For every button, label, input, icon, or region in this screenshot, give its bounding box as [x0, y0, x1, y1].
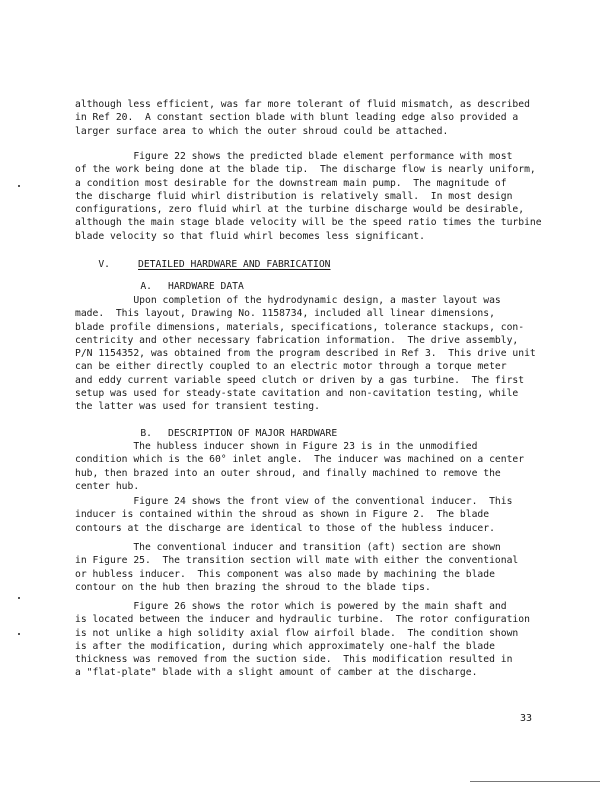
scan-speck: [18, 597, 20, 599]
subsection-b-title: DESCRIPTION OF MAJOR HARDWARE: [168, 428, 338, 439]
paragraph-hardware-data: Upon completion of the hydrodynamic design, a master layout was made. This layout, Drawing No. 1158734, included all linear dimensions, blade profile dimensions, materials, specifications, tolerance stackups, con- centricity and other necessary fabrication information. The drive assembly, P/N 1154352, was obtained from the program described in Ref 3. This drive unit can be either directly coupled to an electric motor through a torque meter and eddy current variable speed clutch or driven by a gas turbine. The first setup was used for steady-state cavitation and non-cavitation testing, while the latter was used for transient testing.: [75, 295, 536, 413]
section-number: V.: [98, 259, 111, 270]
subsection-a-letter: A.: [140, 281, 153, 292]
paragraph-hubless-inducer: The hubless inducer shown in Figure 23 is in the unmodified condition which is the 60° inlet angle. The inducer was machined on a center hub, then brazed into an outer shroud, and finally machined to remove the center hub.: [75, 441, 525, 492]
paragraph-figure-25: The conventional inducer and transition (aft) section are shown in Figure 25. The transition section will mate with either the conventional or hubless inducer. This component was also made by machining the blade contour on the hub then brazing the shroud to the blade tips.: [75, 542, 519, 593]
paragraph-figure-22: Figure 22 shows the predicted blade element performance with most of the work being done at the blade tip. The discharge flow is nearly uniform, a condition most desirable for the downstream main pump. The magnitude of the discharge fluid whirl distribution is relatively small. In most design configurations, zero fluid whirl at the turbine discharge would be desirable, although the main stage blade velocity will be the speed ratio times the turbine blade velocity so that fluid whirl becomes less significant.: [75, 151, 542, 242]
page-number: 33: [520, 713, 533, 724]
subsection-b-letter: B.: [140, 428, 153, 439]
paragraph-fluid-mismatch: although less efficient, was far more tolerant of fluid mismatch, as described in Ref 20. A constant section blade with blunt leading edge also provided a larger surface area to which the outer shroud could be attached.: [75, 99, 530, 137]
paragraph-figure-26: Figure 26 shows the rotor which is powered by the main shaft and is located between the inducer and hydraulic turbine. The rotor configuration is not unlike a high solidity axial flow airfoil blade. The condition shown is after the modification, during which approximately one-half the blade thickness was removed from the suction side. This modification resulted in a "flat-plate" blade with a slight amount of camber at the discharge.: [75, 601, 530, 679]
section-title: DETAILED HARDWARE AND FABRICATION: [138, 259, 331, 270]
scan-speck: [18, 185, 20, 187]
subsection-a-title: HARDWARE DATA: [168, 281, 244, 292]
scan-speck: [18, 633, 20, 635]
paragraph-figure-24: Figure 24 shows the front view of the conventional inducer. This inducer is contained within the shroud as shown in Figure 2. The blade contours at the discharge are identical to those of the hubless inducer.: [75, 496, 513, 534]
footer-rule: [470, 781, 600, 782]
